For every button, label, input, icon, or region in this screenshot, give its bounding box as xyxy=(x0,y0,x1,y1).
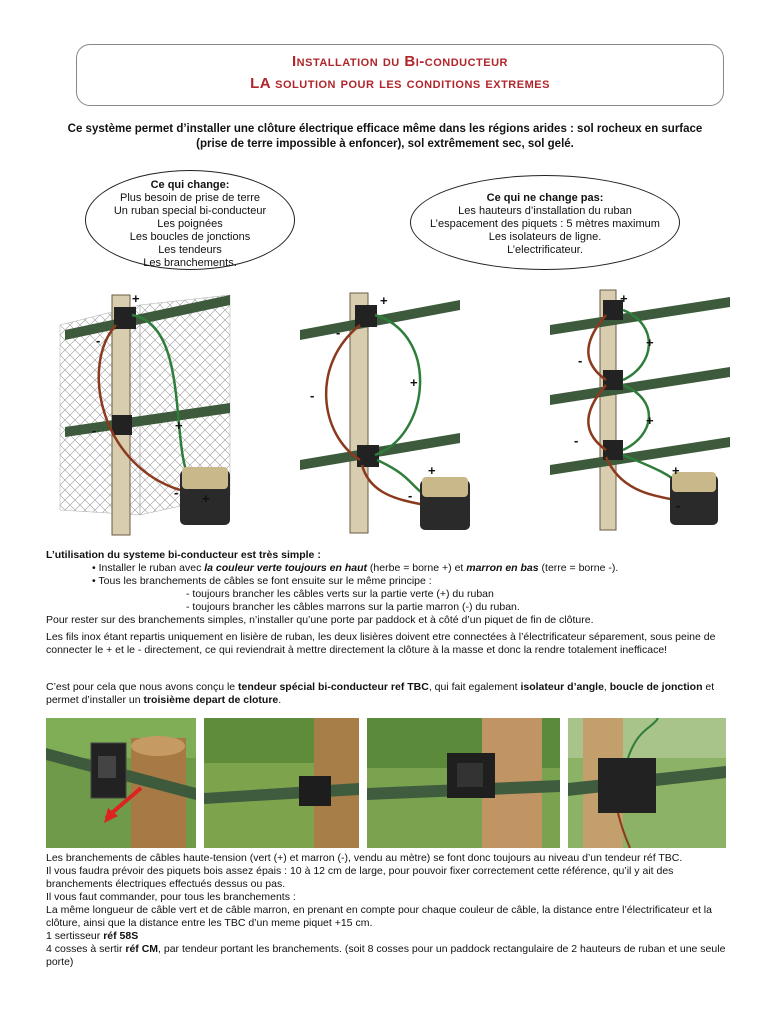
unchanged-item: L’espacement des piquets : 5 mètres maximum xyxy=(430,218,660,230)
text-span: 1 sertisseur xyxy=(46,930,104,942)
minus-label: - xyxy=(676,498,681,513)
usage-sub-1: - toujours brancher les câbles verts sur la partie verte (+) du ruban xyxy=(186,588,494,600)
text-span: • Installer le ruban avec xyxy=(92,562,205,574)
branchements-p1: Les branchements de câbles haute-tension (vert (+) et marron (-), vendu au mètre) se font donc toujours au niveau d’un tendeur réf TBC. xyxy=(46,852,683,864)
ref-cm: réf CM xyxy=(125,943,159,955)
bold-span: troisième depart de cloture xyxy=(143,694,279,706)
minus-label: - xyxy=(174,485,179,500)
branchements-p2: Il vous faudra prévoir des piquets bois assez épais : 10 à 12 cm de large, pour pouvoir fixer correctement cette référence, qu’il y ait des branchements électriques effectués dessus ou pas. xyxy=(46,865,674,890)
tendeur-paragraph xyxy=(46,681,726,707)
usage-paddock: Pour rester sur des branchements simples, n’installer qu’une porte par paddock et à côté d’un piquet de fin de clôture. xyxy=(46,614,594,626)
text-span: , xyxy=(603,681,610,693)
usage-heading: L’utilisation du systeme bi-conducteur est très simple : xyxy=(46,549,321,561)
installation-illustration xyxy=(40,285,740,540)
title-line-2: LA solution pour les conditions extremes xyxy=(250,75,550,92)
photo-tbc-connections xyxy=(568,718,726,848)
text-span: , qui fait egalement xyxy=(428,681,521,693)
photo-tbc-closeup xyxy=(46,718,196,848)
unchanged-heading: Ce qui ne change pas: xyxy=(486,192,604,204)
usage-bullet-2: • Tous les branchements de câbles se font ensuite sur le même principe : xyxy=(92,575,432,587)
text-span: et permet d’installer un xyxy=(46,681,715,706)
plus-label: + xyxy=(380,293,388,308)
minus-label: - xyxy=(336,325,341,340)
title-box xyxy=(76,44,724,106)
plus-label: + xyxy=(132,291,140,306)
branchements-p4: La même longueur de câble vert et de câble marron, en prenant en compte pour chaque couleur de câble, la distance entre l’électrificateur et la clôture, ainsi que la distance entre les TBC d’un meme piquet +15 cm. xyxy=(46,904,712,929)
changes-item: Les tendeurs xyxy=(158,244,222,256)
usage-section xyxy=(46,549,726,627)
minus-label: - xyxy=(96,333,101,348)
emphasis-green-top: la couleur verte toujours en haut xyxy=(204,562,368,574)
text-span: C’est pour cela que nous avons conçu le xyxy=(46,681,239,693)
diagram-three-levels xyxy=(550,290,730,530)
diagram-single-post xyxy=(300,293,470,533)
changes-oval xyxy=(85,170,295,270)
minus-label: - xyxy=(578,353,583,368)
plus-label: + xyxy=(672,463,680,478)
usage-bullet-1 xyxy=(46,562,726,575)
changes-heading: Ce qui change: xyxy=(150,179,230,191)
bold-span: boucle de jonction xyxy=(609,681,703,693)
changes-item: Les boucles de jonctions xyxy=(129,231,251,243)
minus-label: - xyxy=(408,488,413,503)
minus-label: - xyxy=(310,388,315,403)
intro-text: Ce système permet d’installer une clôture électrique efficace même dans les régions arides : sol rocheux en surface (prise de terre impossible à enfoncer), sol extrêmement sec, sol gelé. xyxy=(67,123,703,150)
text-span: (herbe = borne +) et xyxy=(367,562,467,574)
branchements-p3: Il vous faut commander, pour tous les branchements : xyxy=(46,891,296,903)
plus-label: + xyxy=(428,463,436,478)
ref-58s: réf 58S xyxy=(103,930,139,942)
unchanged-item: Les isolateurs de ligne. xyxy=(488,231,602,243)
text-span: . xyxy=(278,694,282,706)
changes-item: Un ruban special bi-conducteur xyxy=(113,205,267,217)
plus-label: + xyxy=(410,375,418,390)
plus-label: + xyxy=(646,413,654,428)
changes-item: Plus besoin de prise de terre xyxy=(119,192,261,204)
plus-label: + xyxy=(202,491,210,506)
branchements-section xyxy=(46,852,726,969)
plus-label: + xyxy=(175,418,183,433)
usage-sub-2: - toujours brancher les câbles marrons sur la partie marron (-) du ruban. xyxy=(186,601,520,613)
plus-label: + xyxy=(620,291,628,306)
photo-tbc-mounted xyxy=(367,718,560,848)
inox-paragraph: Les fils inox étant repartis uniquement en lisière de ruban, les deux lisières doivent etre connectées à l’électrificateur séparement, sous peine de connecter le + et le - directement, ce qui reviendrait à mettre directement la clôture à la masse et donc la rendre totalement inefficace! xyxy=(46,631,716,656)
title-line-1: Installation du Bi-conducteur xyxy=(292,53,508,70)
minus-label: - xyxy=(574,433,579,448)
branchements-p6 xyxy=(46,943,726,969)
text-span: 4 cosses à sertir xyxy=(46,943,126,955)
changes-item: Les poignées xyxy=(157,218,223,230)
emphasis-brown-bottom: marron en bas xyxy=(466,562,539,574)
branchements-p5 xyxy=(46,930,726,943)
changes-item: Les branchements. xyxy=(143,257,237,269)
unchanged-item: L’electrificateur. xyxy=(507,244,583,256)
product-photos xyxy=(46,718,726,848)
plus-label: + xyxy=(646,335,654,350)
minus-label: - xyxy=(92,423,97,438)
photo-tbc-post-field xyxy=(204,718,359,848)
unchanged-oval xyxy=(410,175,680,270)
text-span: , par tendeur portant les branchements. (soit 8 cosses pour un paddock rectangulaire de 2 hauteurs de ruban et une seule porte) xyxy=(46,943,726,968)
bold-span: isolateur d’angle xyxy=(520,681,604,693)
text-span: (terre = borne -). xyxy=(538,562,619,574)
bold-span: tendeur spécial bi-conducteur ref TBC xyxy=(238,681,429,693)
unchanged-item: Les hauteurs d’installation du ruban xyxy=(458,205,632,217)
